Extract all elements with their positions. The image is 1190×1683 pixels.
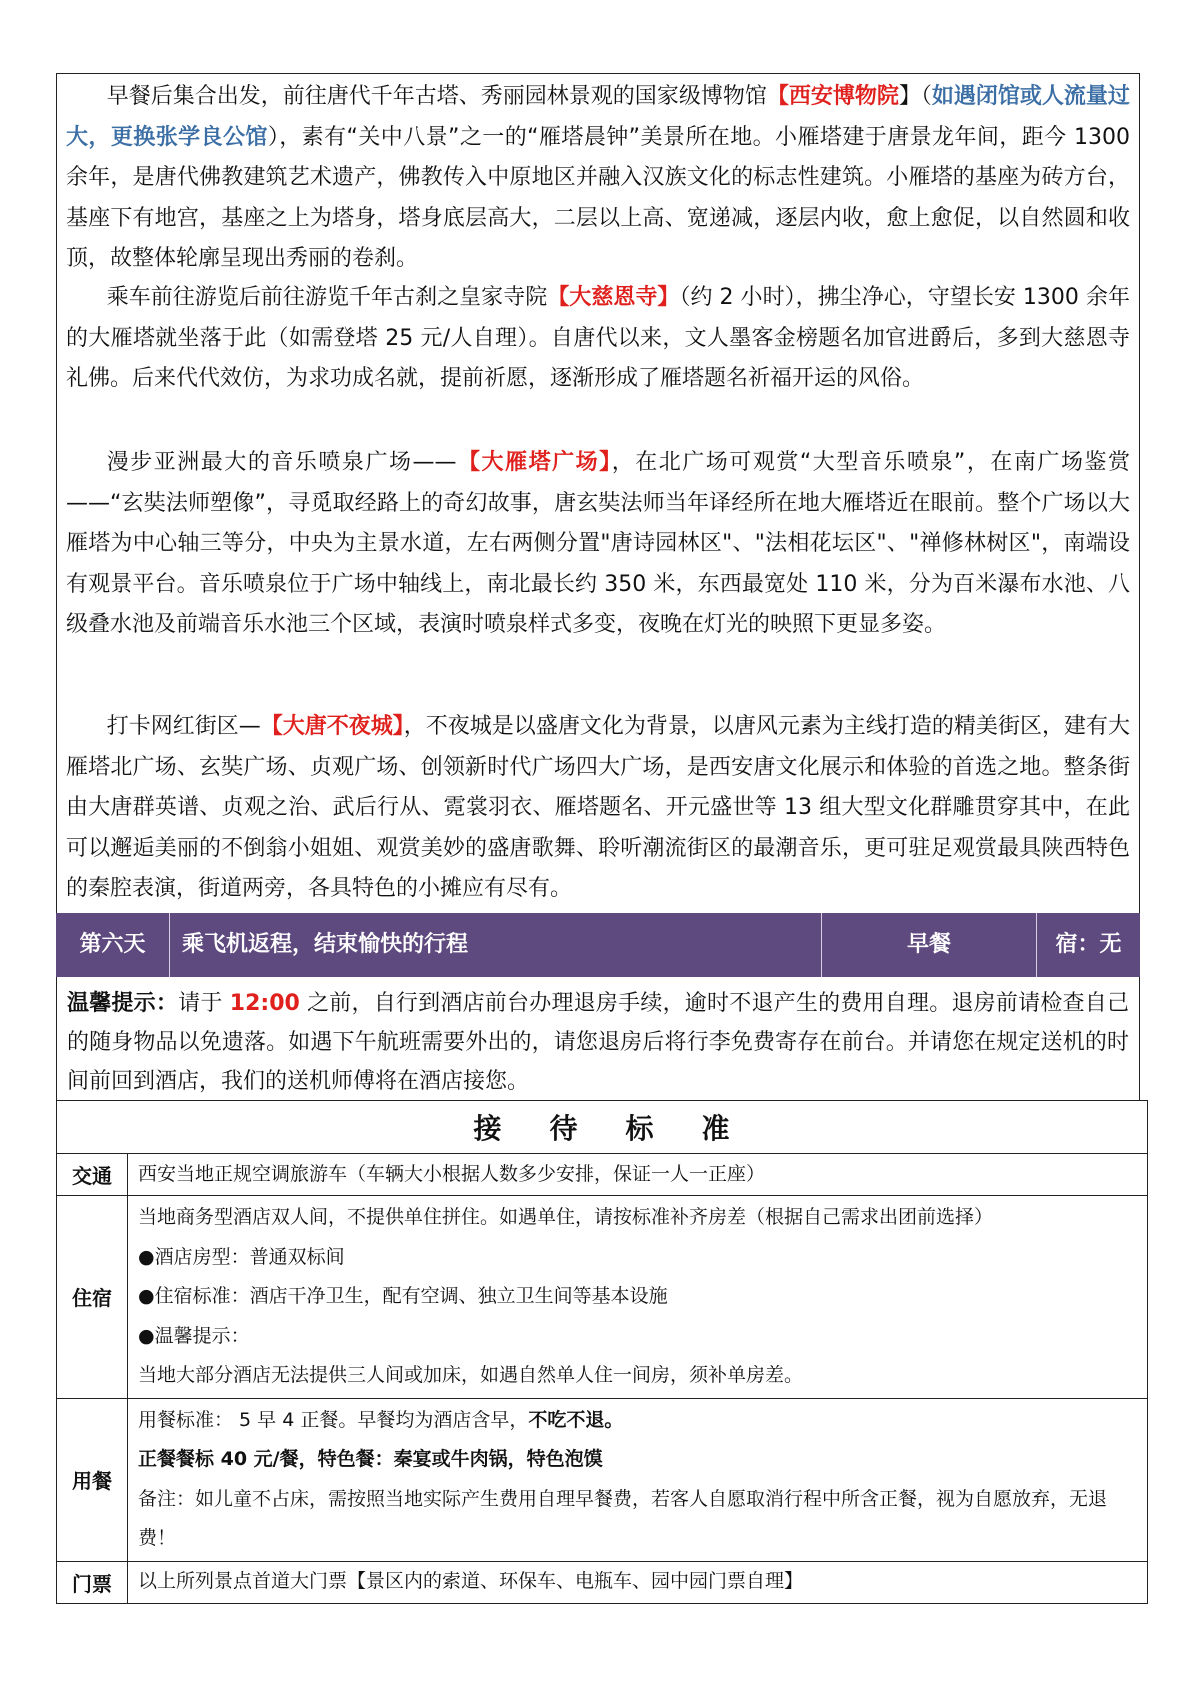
alternate-note: 如遇闭 xyxy=(931,84,998,109)
paragraph-text: 】（ xyxy=(898,84,932,109)
lodging-content xyxy=(128,1196,1148,1399)
tickets-text: 以上所列景点首道大门票【景区内的索道、环保车、电瓶车、园中园门票自理】 xyxy=(128,1561,1148,1603)
attraction-name: 【大唐不夜城】 xyxy=(260,714,404,739)
day-stay: 宿：无 xyxy=(1055,932,1122,957)
standards-title: 接待标准 xyxy=(57,1101,1148,1154)
paragraph-text: 乘车前往游览后前往游览千年古刹之皇家寺院 xyxy=(106,285,548,310)
transport-text: 西安当地正规空调旅游车（车辆大小根据人数多少安排，保证一人一正座） xyxy=(128,1154,1148,1196)
meals-label: 用餐 xyxy=(57,1398,128,1561)
attraction-name: 【大慈恩寺】 xyxy=(547,285,680,310)
lodging-line: ●温馨提示： xyxy=(138,1324,250,1347)
meals-bold-text: 不吃不退。 xyxy=(528,1408,624,1431)
day-meal: 早餐 xyxy=(822,913,1037,977)
meals-line: 正餐餐标 40 元/餐，特色餐：秦宴或牛肉锅，特色泡馍 xyxy=(138,1448,603,1470)
tickets-label: 门票 xyxy=(57,1561,128,1603)
paragraph-xian-museum xyxy=(66,77,1130,280)
meals-text: 用餐标准： 5 早 4 正餐。早餐均为酒店含早， xyxy=(138,1408,529,1431)
checkout-tip xyxy=(56,977,1140,1100)
paragraph-text: ），素有“关中八景”之一的“雁塔晨钟”美景所在地。小雁塔建于唐景龙年间，距今 1300 余年，是唐代佛教建筑艺术遗产，佛教传入中原地区并融入汉族文化的标志性建筑。小雁塔的基座为砖方台，基座下有地宫，基座之上为塔身，塔身底层高大，二层以上高、宽递减，逐层内收，愈上愈促，以自然圆和收顶，故整体轮廓呈现出秀丽的卷刹。 xyxy=(66,124,1130,271)
lodging-line: ●住宿标准：酒店干净卫生，配有空调、独立卫生间等基本设施 xyxy=(138,1285,668,1307)
attraction-name: 【大雁塔广场】 xyxy=(456,450,612,475)
tip-text: 之前，自行到酒店前台办理退房手续，逾时不退产生的费用自理。退房前请检查自己的随身物品以免遗落。如遇下午航班需要外出的，请您退房后将行李免费寄存在前台。并请您在规定送机的时间前回到酒店，我们的送机师傅将在酒店接您。 xyxy=(67,991,1129,1094)
day-title: 乘飞机返程，结束愉快的行程 xyxy=(170,913,822,977)
paragraph-text: （约 2 小时），拂尘净心，守望长安 1300 余年的大雁塔就坐落于此（如需登塔 25 元/人自理）。自唐代以来，文人墨客金榜题名加官进爵后，多到大慈恩寺礼佛。后来代代效仿，为求功成名就，提前祈愿，逐渐形成了雁塔题名祈福开运的风俗。 xyxy=(66,285,1130,391)
meals-content xyxy=(128,1398,1148,1561)
paragraph-text: 早餐后集合出发，前往唐代千年古塔、秀丽园林景观的国家级博物馆 xyxy=(106,84,767,109)
meals-line xyxy=(138,1401,1137,1441)
lodging-line: 当地大部分酒店无法提供三人间或加床，如遇自然单人住一间房，须补单房差。 xyxy=(138,1364,804,1386)
transport-label: 交通 xyxy=(57,1154,128,1196)
paragraph-text: ，不夜城是以盛唐文化为背景，以唐风元素为主线打造的精美街区，建有大雁塔北广场、玄奘广场、贞观广场、创领新时代广场四大广场，是西安唐文化展示和体验的首选之地。整条街由大唐群英谱、贞观之治、武后行从、霓裳羽衣、雁塔题名、开元盛世等 13 组大型文化群雕贯穿其中，在此可以邂逅美丽的不倒翁小姐姐、观赏美妙的盛唐歌舞、聆听潮流街区的最潮音乐，更可驻足观赏最具陕西特色的秦腔表演，街道两旁，各具特色的小摊应有尽有。 xyxy=(66,714,1130,901)
paragraph-dayanta-square xyxy=(66,443,1130,646)
reception-standards-table xyxy=(56,1100,1148,1604)
lodging-line: 当地商务型酒店双人间，不提供单住拼住。如遇单住，请按标准补齐房差（根据自己需求出团前选择） xyxy=(138,1206,994,1228)
meals-line: 备注：如儿童不占床，需按照当地实际产生费用自理早餐费，若客人自愿取消行程中所含正餐，视为自愿放弃，无退费！ xyxy=(138,1487,1108,1549)
day-label: 第六天 xyxy=(56,913,170,977)
tip-label: 温馨提示： xyxy=(67,991,179,1016)
lodging-label: 住宿 xyxy=(57,1196,128,1399)
tip-text: 请于 xyxy=(178,991,230,1016)
alternate-note: 馆或人流量过大，更换张学良公馆 xyxy=(66,84,1130,150)
paragraph-text: ，在北广场可观赏“大型音乐喷泉”，在南广场鉴赏——“玄奘法师塑像”，寻觅取经路上的奇幻故事，唐玄奘法师当年译经所在地大雁塔近在眼前。整个广场以大雁塔为中心轴三等分，中央为主景水道，左右两侧分置"唐诗园林区"、"法相花坛区"、"禅修林树区"，南端设有观景平台。音乐喷泉位于广场中轴线上，南北最长约 350 米，东西最宽处 110 米，分为百米瀑布水池、八级叠水池及前端音乐水池三个区域，表演时喷泉样式多变，夜晚在灯光的映照下更显多姿。 xyxy=(66,450,1130,637)
day-six-header xyxy=(56,913,1140,977)
checkout-time: 12:00 xyxy=(229,991,300,1016)
paragraph-datang-buyecheng xyxy=(66,707,1130,910)
paragraph-text: 漫步亚洲最大的音乐喷泉广场—— xyxy=(106,450,457,475)
lodging-line: ●酒店房型：普通双标间 xyxy=(138,1245,345,1268)
paragraph-dacien-temple xyxy=(66,278,1130,400)
paragraph-text: 打卡网红街区— xyxy=(106,714,261,739)
attraction-name: 【西安博物院 xyxy=(766,84,899,109)
